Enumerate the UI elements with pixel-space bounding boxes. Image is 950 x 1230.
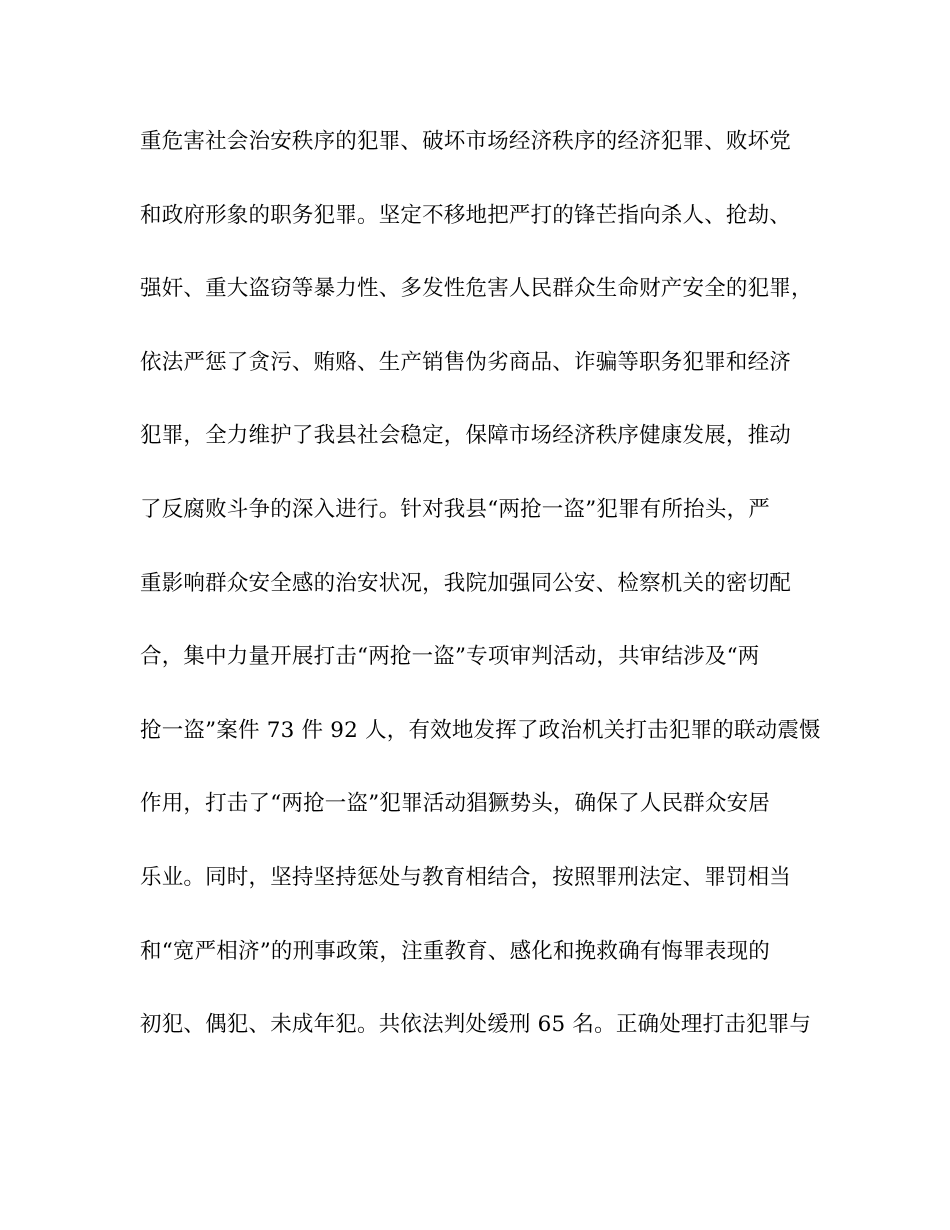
text-line: 重影响群众安全感的治安状况，我院加强同公安、检察机关的密切配: [140, 570, 792, 596]
text-line: 犯罪，全力维护了我县社会稳定，保障市场经济秩序健康发展，推动: [140, 423, 792, 449]
text-line: 合，集中力量开展打击“两抢一盗”专项审判活动，共审结涉及“两: [140, 644, 760, 670]
text-line: 初犯、偶犯、未成年犯。共依法判处缓刑 65 名。正确处理打击犯罪与: [140, 1012, 812, 1038]
text-line: 和政府形象的职务犯罪。坚定不移地把严打的锋芒指向杀人、抢劫、: [140, 202, 792, 228]
body-paragraph: [140, 124, 830, 1081]
text-line: 了反腐败斗争的深入进行。针对我县“两抢一盗”犯罪有所抬头，严: [140, 496, 770, 522]
text-line: 和“宽严相济”的刑事政策，注重教育、感化和挽救确有悔罪表现的: [140, 938, 770, 964]
text-line: 作用，打击了“两抢一盗”犯罪活动猖獗势头，确保了人民群众安居: [140, 791, 770, 817]
text-line: 强奸、重大盗窃等暴力性、多发性危害人民群众生命财产安全的犯罪，: [140, 276, 813, 302]
text-line: 依法严惩了贪污、贿赂、生产销售伪劣商品、诈骗等职务犯罪和经济: [140, 349, 792, 375]
text-line: 重危害社会治安秩序的犯罪、破坏市场经济秩序的经济犯罪、败坏党: [140, 129, 792, 154]
text-line: 抢一盗”案件 73 件 92 人，有效地发挥了政治机关打击犯罪的联动震慑: [140, 717, 821, 743]
text-line: 乐业。同时，坚持坚持惩处与教育相结合，按照罪刑法定、罪罚相当: [140, 864, 792, 890]
